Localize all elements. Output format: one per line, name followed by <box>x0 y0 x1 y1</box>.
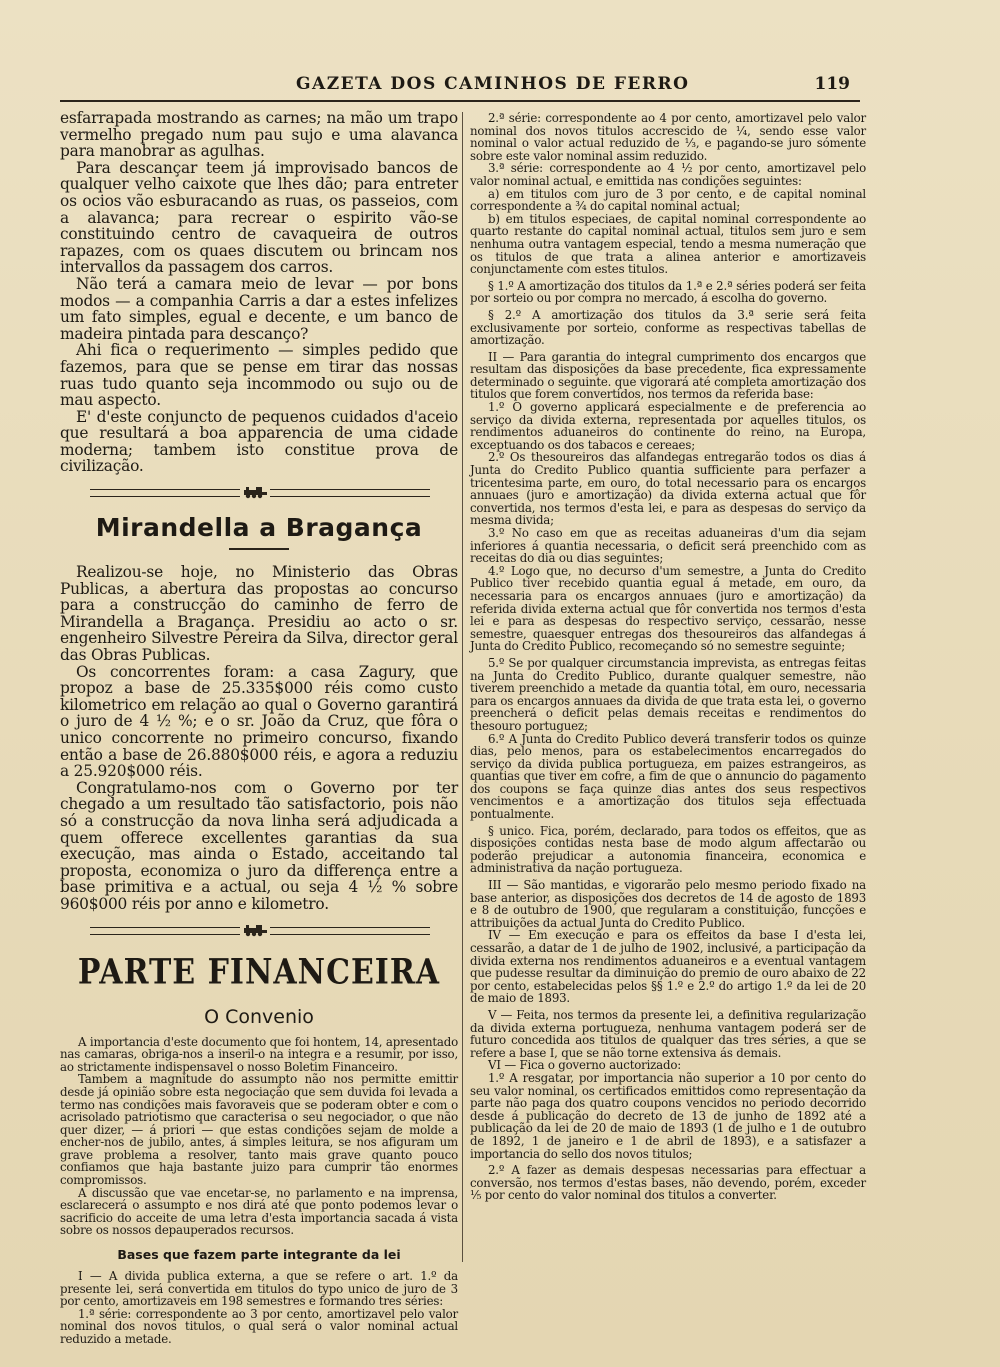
paragraph: 2.ª série: correspondente ao 4 por cento, amortizavel pelo valor nominal dos novos titulos accrescido de ¼, sendo esse valor nominal o valor actual reduzido de ⅓, e pagando-se juro sómente sobre este valor nominal assim reduzido. <box>470 111 866 163</box>
paragraph: IV — Em execução e para os effeitos da base I d'esta lei, cessarão, a datar de 1 de julho de 1902, inclusivé, a participação da divida externa nos rendimentos aduaneiros e a eventual vantagem que pudesse resultar da diminuição do premio de ouro abaixo de 22 por cento, estabelecidas pelos §§ 1.º e 2.º do artigo 1.º da lei de 20 de maio de 1893. <box>470 928 866 1006</box>
paragraph: Tambem a magnitude do assumpto não nos permitte emittir desde já opinião sobre esta negociação que sem duvida foi levada a termo nas condições mais favoraveis que se poderam obter e com o acrisolado patriotismo que caracterisa o seu negociador, o que não quer dizer, — á priori — que estas condições sejam de molde a encher-nos de jubilo, antes, á simples leitura, se nos afiguram um grave problema a resolver, tanto mais grave quanto pouco confiamos que haja bastante juizo para cumprir tão enormes compromissos. <box>60 1072 458 1188</box>
page-number: 119 <box>814 74 850 94</box>
paragraph: 5.º Se por qualquer circumstancia imprevista, as entregas feitas na Junta do Credito Publico, durante qualquer semestre, não tiverem preenchido a metade da quantia total, em ouro, necessaria para os encargos annuaes da divida de que trata esta lei, o governo preencherá o deficit pelas demais receitas e rendimentos do thesouro portuguez; <box>470 655 866 733</box>
article-title-mirandella: Mirandella a Bragança <box>95 513 423 543</box>
ornament-rule <box>90 927 240 935</box>
paragraph: Realizou-se hoje, no Ministerio das Obras Publicas, a abertura das propostas ao concurso para a construcção do caminho de ferro de Mirandella a Bragança. Presidiu ao acto o sr. engenheiro Silvestre Pereira da Silva, director geral das Obras Publicas. <box>60 563 458 665</box>
paragraph: 3.ª série: correspondente ao 4 ½ por cento, amortizavel pelo valor nominal actual, e emittida nas condições seguintes: <box>470 161 866 188</box>
paragraph: Congratulamo-nos com o Governo por ter chegado a um resultado tão satisfactorio, pois não só a construcção da nova linha será adjudicada a quem offerece excellentes garantias da sua execução, mas ainda o Estado, acceitando tal proposta, economiza o juro da differença entre a base primitiva e a actual, ou seja 4 ½ % sobre 960$000 réis por anno e kilometro. <box>60 778 458 913</box>
paragraph: Para descançar teem já improvisado bancos de qualquer velho caixote que lhes dão; para entreter os ocios vão esburacando as ruas, os passeios, com a alavanca; para recrear o espirito vão-se constituindo centro de cavaqueira de outros rapazes, com os quaes discutem ou brincam nos intervallos da passagem dos carros. <box>60 158 458 277</box>
paragraph: 2.º Os thesoureiros das alfandegas entregarão todos os dias á Junta do Credito Publico quantia sufficiente para perfazer a tricentesima parte, em ouro, do total necessario para os encargos annuaes (juro e amortização) da divida externa actual que fôr convertida, nos termos d'esta lei, e para as despesas do serviço da mesma divida; <box>470 450 866 528</box>
paragraph: Não terá a camara meio de levar — por bons modos — a companhia Carris a dar a estes infelizes um fato simples, egual e decente, e um banco de madeira pintada para descanço? <box>60 274 458 343</box>
paragraph: 1.ª série: correspondente ao 3 por cento, amortizavel pelo valor nominal dos novos titulos, o qual será o valor nominal actual reduzido a metade. <box>60 1306 458 1346</box>
paragraph: Os concorrentes foram: a casa Zagury, que propoz a base de 25.335$000 réis como custo kilometrico em relação ao qual o Governo garantirá o juro de 4 ½ %; e o sr. João da Cruz, que fôra o unico concorrente no primeiro concurso, fixando então a base de 26.880$000 réis, e agora a reduziu a 25.920$000 réis. <box>60 662 458 781</box>
paragraph: I — A divida publica externa, a que se refere o art. 1.º da presente lei, será convertida em titulos do typo unico de juro de 3 por cento, amortizaveis em 198 semestres e formando tres séries: <box>60 1269 458 1309</box>
ornament-rule <box>270 927 430 935</box>
paragraph: A discussão que vae encetar-se, no parlamento e na imprensa, esclarecerá o assumpto e nos dirá até que ponto podemos levar o sacrificio do acceite de uma letra d'esta importancia sacada á vista sobre os nossos depauperados recursos. <box>60 1185 458 1238</box>
paragraph: 4.º Logo que, no decurso d'um semestre, a Junta do Credito Publico tiver recebido quantia egual á metade, em ouro, da necessaria para os encargos annuaes (juro e amortização) da referida divida externa actual que fôr convertida nos termos d'esta lei e para as despesas do respectivo serviço, cessarão, nesse semestre, quaesquer entregas dos thesoureiros das alfandegas á Junta do Credito Publico, recomeçando só no semestre seguinte; <box>470 563 866 654</box>
article-title-convenio: O Convenio <box>204 1005 314 1028</box>
paragraph: 3.º No caso em que as receitas aduaneiras d'um dia sejam inferiores á quantia necessaria, o deficit será preenchido com as receitas do dia ou dias seguintes; <box>470 526 866 566</box>
bases-subheading: Bases que fazem parte integrante da lei <box>117 1247 401 1263</box>
title-underline <box>229 548 289 550</box>
locomotive-icon <box>242 485 268 499</box>
paragraph: b) em titulos especiaes, de capital nominal correspondente ao quarto restante do capital nominal actual, titulos sem juro e sem nenhuma outra vantagem especial, tendo a mesma numeração que os titulos de que trata a alinea anterior e amortizaveis conjunctamente com estes titulos. <box>470 211 866 277</box>
ornament-rule <box>90 489 240 497</box>
convenio-article <box>60 1036 458 1238</box>
locomotive-ornament-divider <box>60 923 458 937</box>
paragraph: esfarrapada mostrando as carnes; na mão um trapo vermelho pregado num pau sujo e uma alavanca para manobrar as agulhas. <box>60 109 458 161</box>
paragraph: a) em titulos com juro de 3 por cento, e de capital nominal correspondente a ¾ do capital nominal actual; <box>470 186 866 214</box>
paragraph: VI — Fica o governo auctorizado: <box>488 1058 682 1073</box>
paragraph: 1.º A resgatar, por importancia não superior a 10 por cento do seu valor nominal, os certificados emittidos como representação da parte não paga dos quatro coupons vencidos no periodo decorrido desde á publicação do decreto de 13 de junho de 1892 até a publicação da lei de 20 de maio de 1893 (1 de julho e 1 de outubro de 1892, 1 de janeiro e 1 de abril de 1893), e a satisfazer a importancia do sello dos novos titulos; <box>470 1070 866 1161</box>
paragraph: 1.º O governo applicará especialmente e de preferencia ao serviço da divida externa, representada por aquelles titulos, os rendimentos aduaneiros do continente do reino, na Europa, exceptuando os dos tabacos e cereaes; <box>470 400 866 452</box>
paragraph: V — Feita, nos termos da presente lei, a definitiva regularização da divida externa portugueza, nenhuma vantagem poderá ser de futuro concedida aos titulos de qualquer das tres séries, a que se refere a base I, que se não torne extensiva ás demais. <box>470 1007 866 1060</box>
paragraph: 2.º A fazer as demais despesas necessarias para effectuar a conversão, nos termos d'estas bases, não devendo, porém, exceder ⅕ por cento do valor nominal dos titulos a converter. <box>470 1163 866 1203</box>
publication-title: GAZETA DOS CAMINHOS DE FERRO <box>296 74 690 94</box>
paragraph: E' d'este conjuncto de pequenos cuidados d'aceio que resultará a boa apparencia de uma cidade moderna; tambem isto constitue prova de civilização. <box>60 407 458 476</box>
right-column <box>470 112 866 1202</box>
column-divider <box>462 112 463 1262</box>
paragraph: III — São mantidas, e vigorarão pelo mesmo periodo fixado na base anterior, as disposições dos decretos de 14 de agosto de 1893 e 8 de outubro de 1900, que regularam a constituição, funcções e attribuições da actual Junta do Credito Publico. <box>470 878 866 930</box>
page-header <box>60 72 860 102</box>
paragraph: § 2.º A amortização dos titulos da 3.ª serie será feita exclusivamente por sorteio, conforme as respectivas tabellas de amortização. <box>470 307 866 348</box>
paragraph: II — Para garantia do integral cumprimento dos encargos que resultam das disposições da base precedente, fica expressamente determinado o seguinte. que vigorará até completa amortização dos titulos que forem convertidos, nos termos da referida base: <box>470 349 866 402</box>
paragraph: § unico. Fica, porém, declarado, para todos os effeitos, que as disposições contidas nesta base de modo algum affectarão ou poderão prejudicar a autonomia financeira, economica e administrativa da nação portugueza. <box>470 823 866 876</box>
locomotive-ornament-divider <box>60 485 458 499</box>
paragraph: A importancia d'este documento que foi hontem, 14, apresentado nas camaras, obriga-nos a inseril-o na integra e a resumir, por isso, ao strictamente indispensavel o nosso Boletim Financeiro. <box>60 1034 458 1074</box>
continued-article <box>60 110 458 475</box>
bases-text <box>60 1270 458 1346</box>
paragraph: 6.º A Junta do Credito Publico deverá transferir todos os quinze dias, pelo menos, para os estabelecimentos encarregados do serviço da divida publica portugueza, em paizes estrangeiros, as quantias que tiver em cofre, a fim de que o annuncio do pagamento dos coupons se faça quinze dias antes dos seus respectivos vencimentos e a amortização dos titulos seja effectuada pontualmente. <box>470 731 866 822</box>
locomotive-icon <box>242 923 268 937</box>
section-title-financeira: PARTE FINANCEIRA <box>77 951 441 993</box>
paragraph: Ahi fica o requerimento — simples pedido que fazemos, para que se pense em tirar das nossas ruas tudo quanto seja incommodo ou sujo ou de mau aspecto. <box>60 341 458 410</box>
mirandella-article <box>60 564 458 912</box>
left-column <box>60 110 458 1346</box>
paragraph: § 1.º A amortização dos titulos da 1.ª e 2.ª séries poderá ser feita por sorteio ou por compra no mercado, á escolha do governo. <box>470 278 866 306</box>
ornament-rule <box>270 489 430 497</box>
